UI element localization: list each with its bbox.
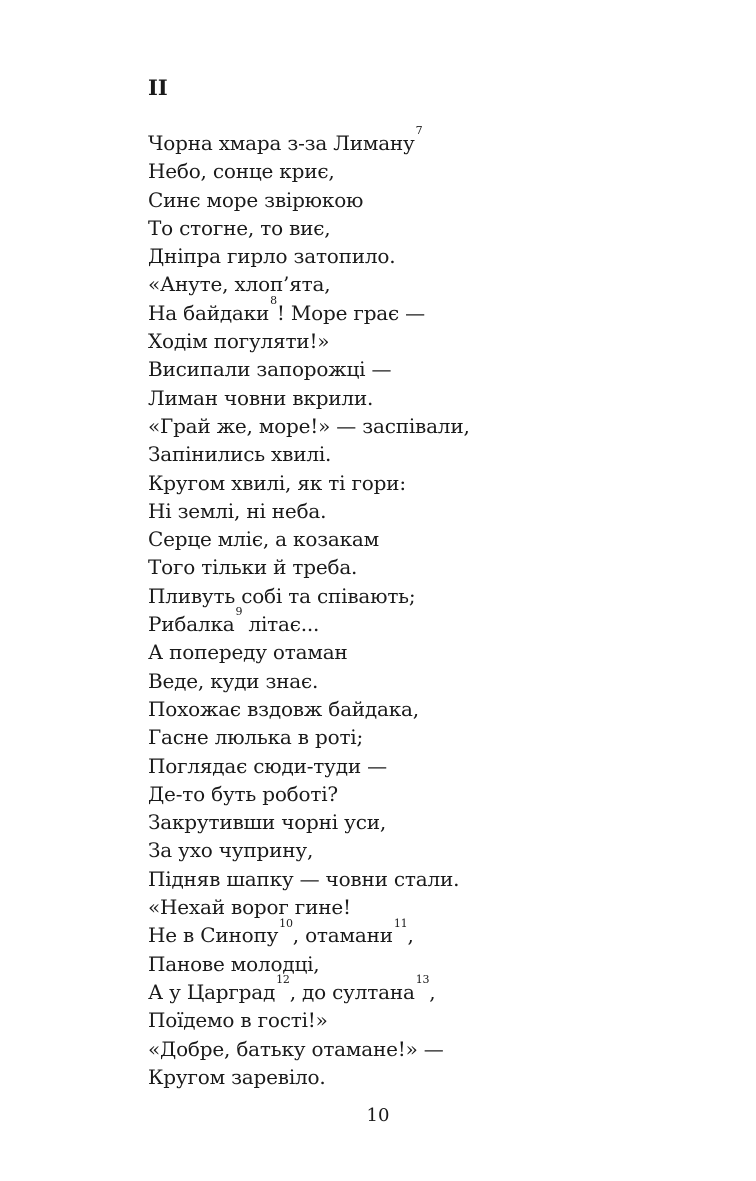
poem-line-text: , отамани <box>292 923 393 948</box>
poem-line <box>148 469 470 497</box>
poem-line-text: За ухо чуприну, <box>148 838 314 863</box>
poem-line <box>148 412 470 440</box>
poem-line <box>148 752 470 780</box>
poem-line <box>148 270 470 298</box>
poem-line-text: Панове молодці, <box>148 951 320 976</box>
section-heading: II <box>148 75 168 100</box>
footnote-marker: 13 <box>415 973 430 987</box>
poem-line <box>148 1035 470 1063</box>
poem-line <box>148 497 470 525</box>
poem-line-text: А у Царград <box>148 979 276 1004</box>
poem-line <box>148 124 470 157</box>
poem-line <box>148 214 470 242</box>
poem-line-text: Кругом заревіло. <box>148 1064 326 1089</box>
poem-line <box>148 384 470 412</box>
poem-line <box>148 695 470 723</box>
poem-line-text: Рибалка <box>148 612 235 637</box>
poem-line-text: Запінились хвилі. <box>148 442 332 467</box>
poem-line-text: ! Море грає — <box>276 300 425 325</box>
poem-line <box>148 865 470 893</box>
footnote-marker: 8 <box>270 294 277 308</box>
poem-line-text: Ходім погуляти!» <box>148 329 330 354</box>
poem-line-text: Не в Синопу <box>148 923 279 948</box>
poem-line-text: , <box>407 923 414 948</box>
poem-line <box>148 355 470 383</box>
poem-line <box>148 294 470 327</box>
poem-line <box>148 667 470 695</box>
footnote-marker: 10 <box>279 916 293 930</box>
poem-line-text: «Грай же, море!» — заспівали, <box>148 413 470 438</box>
poem-line-text: Того тільки й треба. <box>148 555 358 580</box>
poem-line <box>148 916 470 949</box>
poem-line-text: Поїдемо в гості!» <box>148 1008 328 1033</box>
poem-line-text: Закрутивши чорні уси, <box>148 810 386 835</box>
poem-line <box>148 638 470 666</box>
poem-line-text: Де-то буть роботі? <box>148 781 338 806</box>
poem-line <box>148 893 470 921</box>
poem-line <box>148 157 470 185</box>
poem-line-text: , <box>429 979 436 1004</box>
poem-line <box>148 525 470 553</box>
poem-line-text: літає... <box>242 612 320 637</box>
footnote-marker: 11 <box>393 916 408 930</box>
poem-line <box>148 440 470 468</box>
poem-line-text: Веде, куди знає. <box>148 668 319 693</box>
footnote-marker: 12 <box>276 973 290 987</box>
poem-line-text: Похожає вздовж байдака, <box>148 696 419 721</box>
poem-line <box>148 582 470 610</box>
poem-line <box>148 808 470 836</box>
poem-line <box>148 780 470 808</box>
poem-line-text: Ні землі, ні неба. <box>148 498 327 523</box>
poem-line-text: Пливуть собі та співають; <box>148 583 416 608</box>
poem-line-text: Підняв шапку — човни стали. <box>148 866 460 891</box>
poem-line-text: Кругом хвилі, як ті гори: <box>148 470 406 495</box>
poem-line-text: Чорна хмара з-за Лиману <box>148 131 415 155</box>
poem-line-text: «Нехай ворог гине! <box>148 895 351 920</box>
poem-line <box>148 723 470 751</box>
poem-line <box>148 1063 470 1091</box>
poem-stanza <box>148 124 470 1091</box>
poem-line <box>148 973 470 1006</box>
poem-line <box>148 553 470 581</box>
poem-line <box>148 327 470 355</box>
poem-line-text: «Добре, батьку отамане!» — <box>148 1036 444 1061</box>
poem-line-text: То стогне, то виє, <box>148 215 331 240</box>
footnote-marker: 9 <box>235 605 243 619</box>
poem-line-text: Лиман човни вкрили. <box>148 385 374 410</box>
poem-line-text: Висипали запорожці — <box>148 357 392 382</box>
poem-line <box>148 836 470 864</box>
poem-line <box>148 1006 470 1034</box>
footnote-marker: 7 <box>415 124 423 138</box>
poem-line-text: Гасне люлька в роті; <box>148 725 364 750</box>
poem-line-text: Небо, сонце криє, <box>148 159 335 184</box>
poem-line-text: , до султана <box>289 979 415 1004</box>
poem-line-text: Синє море звірюкою <box>148 187 364 212</box>
poem-line-text: «Ануте, хлоп’ята, <box>148 272 331 297</box>
page-number: 10 <box>366 1105 390 1126</box>
poem-line-text: Поглядає сюди-туди — <box>148 753 387 778</box>
poem-line-text: На байдаки <box>148 300 270 325</box>
poem-line <box>148 242 470 270</box>
poem-line <box>148 605 470 638</box>
poem-line-text: Дніпра гирло затопило. <box>148 244 396 269</box>
poem-line <box>148 186 470 214</box>
poem-line-text: Серце мліє, а козакам <box>148 527 380 552</box>
poem-line-text: А попереду отаман <box>148 640 348 665</box>
